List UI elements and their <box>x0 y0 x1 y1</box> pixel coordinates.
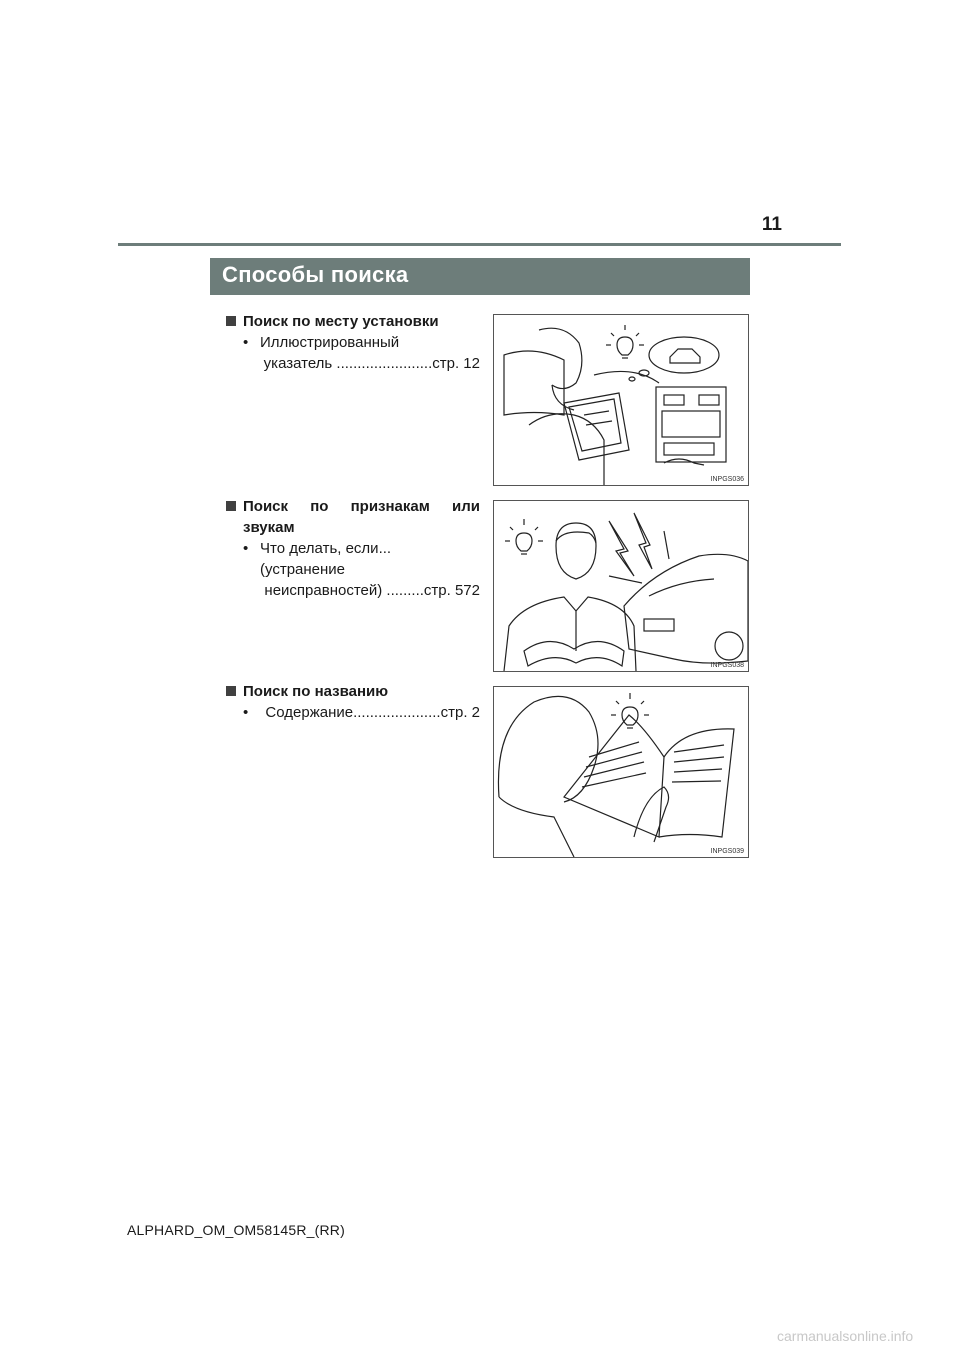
lightbulb-icon <box>606 325 644 358</box>
figure-code: INPGS039 <box>710 848 744 855</box>
section-title-bar <box>210 258 750 295</box>
reading-book-drawing <box>494 687 748 857</box>
figure-code: INPGS036 <box>710 476 744 483</box>
page-number: 11 <box>761 214 782 235</box>
page-title: Способы поиска <box>222 262 409 287</box>
driver-dashboard-drawing <box>494 315 748 485</box>
item-text: Иллюстрированный <box>260 334 400 351</box>
lightbulb-icon <box>505 519 543 554</box>
section-by-symptoms <box>226 496 480 601</box>
square-bullet-icon <box>226 501 236 511</box>
section-heading: Поиск по названию <box>226 681 480 702</box>
illustration-driver-dashboard <box>493 314 749 486</box>
list-item <box>226 332 480 374</box>
section-heading: Поиск по признакам или <box>226 496 480 517</box>
illustration-reading-book <box>493 686 749 858</box>
noise-bolt-icon <box>609 521 634 576</box>
man-car-noise-drawing <box>494 501 748 671</box>
list-item <box>226 702 480 723</box>
section-by-name <box>226 681 480 723</box>
item-text-cont: (устранение <box>260 561 346 578</box>
square-bullet-icon <box>226 686 236 696</box>
lightbulb-icon <box>611 693 649 728</box>
section-heading-cont: звукам <box>243 519 295 536</box>
list-item <box>226 538 480 601</box>
item-page-ref[interactable]: указатель .......................стр. 12 <box>263 355 480 372</box>
item-text: Что делать, если... <box>260 540 392 557</box>
bullet-dot: • <box>243 334 249 351</box>
section-by-location <box>226 311 480 374</box>
header-rule <box>118 243 841 246</box>
figure-code: INPGS038 <box>710 662 744 669</box>
watermark: carmanualsonline.info <box>777 1328 914 1344</box>
illustration-man-car-noise <box>493 500 749 672</box>
section-heading: Поиск по месту установки <box>226 311 480 332</box>
document-footer-code: ALPHARD_OM_OM58145R_(RR) <box>127 1222 345 1238</box>
square-bullet-icon <box>226 316 236 326</box>
item-page-ref[interactable]: Содержание.....................стр. 2 <box>265 704 480 721</box>
item-page-ref[interactable]: неисправностей) .........стр. 572 <box>264 582 480 599</box>
car-icon <box>624 554 748 663</box>
bullet-dot: • <box>243 540 249 557</box>
bullet-dot: • <box>243 704 249 721</box>
car-icon <box>670 349 700 363</box>
